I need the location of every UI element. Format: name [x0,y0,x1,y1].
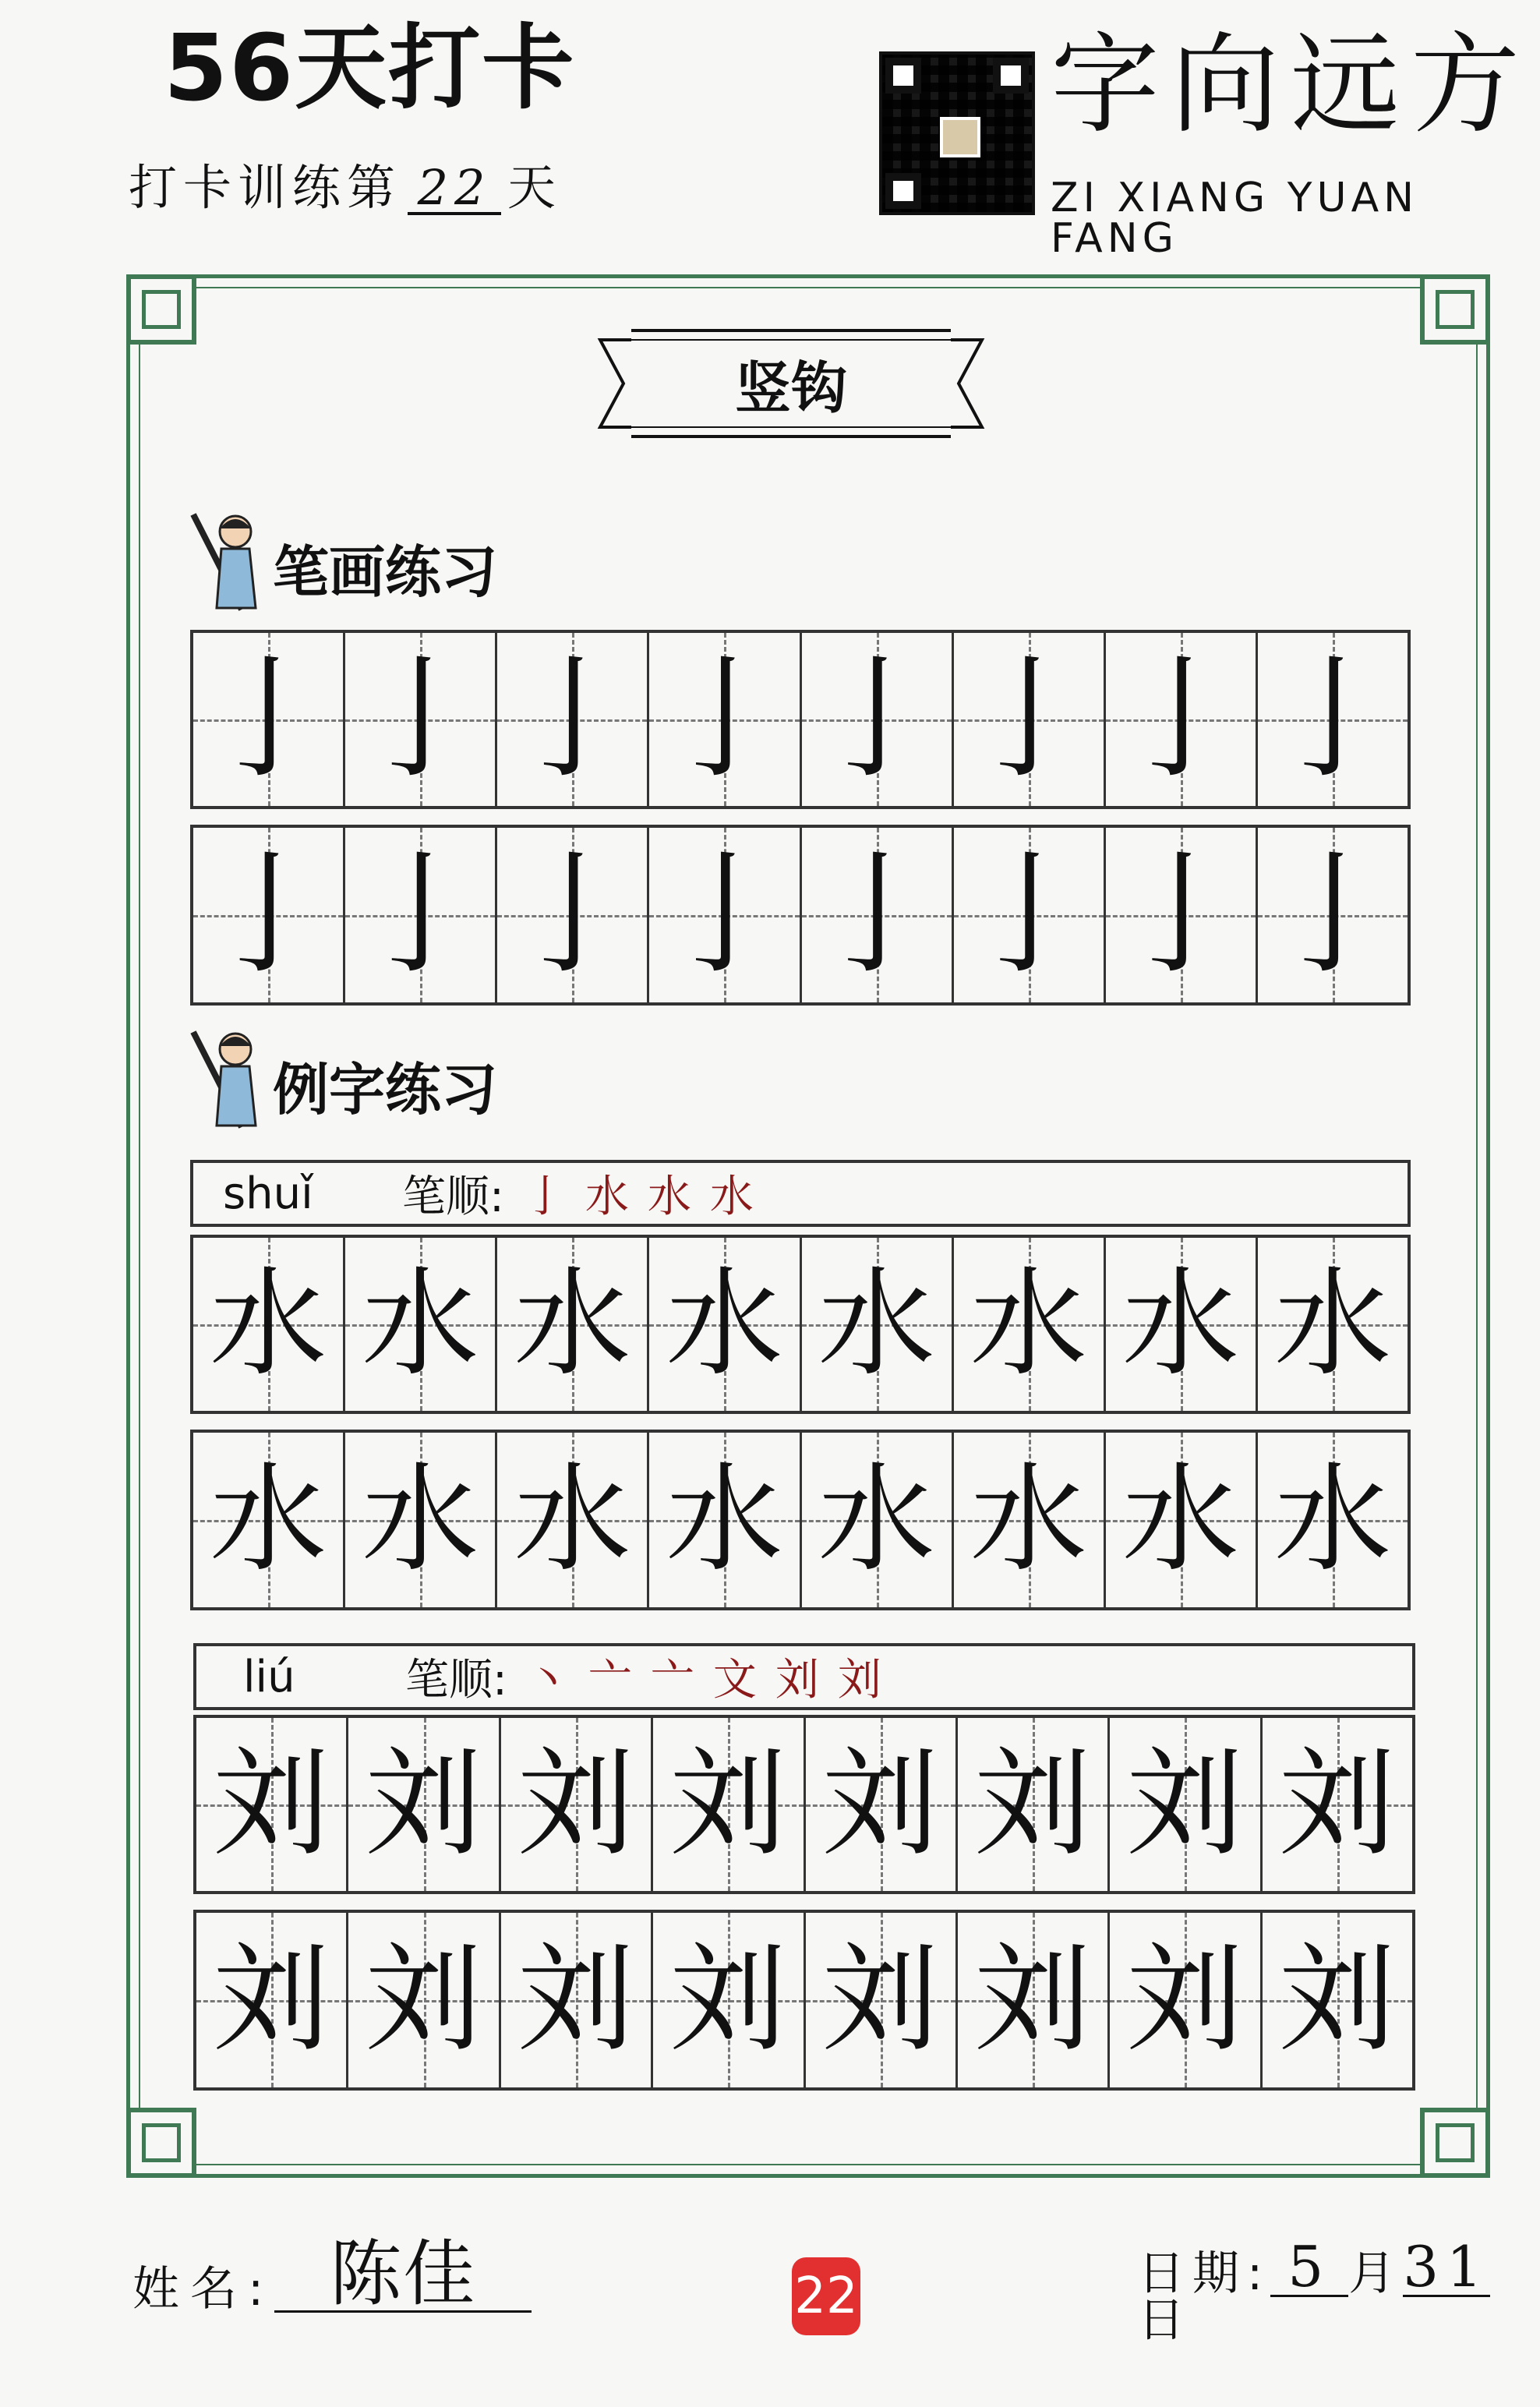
practice-cell [1258,1433,1408,1607]
stroke-glyph: 亅 [810,642,943,797]
day-counter [129,159,563,216]
practice-cell [649,1238,801,1411]
practice-cell [954,1433,1106,1607]
practice-cell [193,1433,345,1607]
practice-cell [954,1238,1106,1411]
practice-glyph: 水 [818,1452,935,1588]
pinyin: shuǐ [223,1168,313,1219]
stroke-order-step: 水 [585,1172,629,1222]
practice-cell [802,1433,954,1607]
practice-cell [193,633,345,806]
practice-cell [345,828,497,1002]
practice-cell [954,633,1106,806]
stroke-glyph: 亅 [506,642,639,797]
stroke-glyph: 亅 [354,838,487,992]
practice-cell [1106,1238,1258,1411]
practice-glyph: 刘 [213,1932,330,2068]
practice-cell [649,1433,801,1607]
practice-cell [954,828,1106,1002]
name-value[interactable]: 陈佳 [274,2239,532,2313]
practice-cell [348,1718,500,1891]
practice-cell [1106,633,1258,806]
practice-cell [958,1718,1110,1891]
practice-glyph: 刘 [517,1737,634,1872]
stroke-glyph: 亅 [658,642,791,797]
practice-glyph: 刘 [669,1932,787,2068]
practice-cell [497,1433,649,1607]
practice-glyph: 水 [514,1257,631,1392]
practice-glyph: 水 [818,1257,935,1392]
practice-cell [345,1433,497,1607]
practice-cell [497,1238,649,1411]
stroke-order-step: 刘 [837,1655,881,1705]
stroke-glyph: 亅 [962,642,1095,797]
practice-glyph: 水 [362,1257,479,1392]
practice-cell [345,1238,497,1411]
practice-glyph: 刘 [821,1737,939,1872]
pinyin: liú [243,1651,295,1702]
frame-corner-ornament [126,274,196,345]
stroke-glyph: 亅 [658,838,791,992]
practice-cell [1263,1718,1412,1891]
month-unit: 月 [1348,2246,1404,2301]
practice-glyph: 刘 [974,1932,1092,2068]
stroke-order-step: 水 [709,1172,754,1222]
date-day[interactable]: 31 [1403,2234,1490,2299]
practice-glyph: 水 [666,1257,783,1392]
practice-row [193,1715,1415,1894]
stroke-practice-grid [190,630,1411,1006]
practice-cell [806,1718,958,1891]
practice-cell [649,828,801,1002]
stroke-order-label: 笔顺: [402,1172,504,1222]
practice-glyph: 水 [970,1452,1087,1588]
practice-glyph: 水 [1273,1452,1391,1588]
practice-cell [1110,1913,1262,2087]
lesson-banner [592,326,990,441]
frame-corner-ornament [1420,2108,1490,2178]
practice-cell [653,1718,805,1891]
practice-glyph: 水 [514,1452,631,1588]
frame-corner-ornament [1420,274,1490,345]
stroke-order-step: 亠 [588,1655,632,1705]
practice-glyph: 刘 [1126,1737,1244,1872]
name-label: 姓名: [132,2262,275,2317]
scholar-brush-icon [187,1026,273,1135]
page-title: 56天打卡 [164,14,576,122]
stroke-practice-title: 笔画练习 [273,539,498,605]
stroke-glyph: 亅 [1114,838,1247,992]
practice-cell [193,828,345,1002]
practice-cell [501,1718,653,1891]
practice-row [190,1235,1411,1414]
practice-glyph: 水 [1121,1257,1239,1392]
practice-glyph: 刘 [365,1932,482,2068]
practice-row [190,1430,1411,1610]
practice-row [190,825,1411,1006]
practice-cell [497,633,649,806]
example-practice-title: 例字练习 [273,1057,498,1122]
qr-code-icon [879,51,1035,215]
day-unit: 日 [1138,2293,1192,2348]
lesson-title: 竖钩 [734,355,847,421]
character-practice-grid [193,1715,1415,2091]
practice-glyph: 水 [1121,1452,1239,1588]
practice-cell [348,1913,500,2087]
practice-cell [1258,828,1408,1002]
practice-cell [802,828,954,1002]
character-info-row [190,1160,1411,1227]
practice-cell [649,633,801,806]
practice-cell [501,1913,653,2087]
stroke-glyph: 亅 [506,838,639,992]
practice-cell [802,1238,954,1411]
practice-cell [806,1913,958,2087]
stroke-glyph: 亅 [962,838,1095,992]
practice-cell [653,1913,805,2087]
stroke-order-step: 亅 [522,1172,567,1222]
practice-cell [802,633,954,806]
practice-cell [1110,1718,1262,1891]
practice-glyph: 刘 [213,1737,330,1872]
practice-cell [1106,828,1258,1002]
date-month[interactable]: 5 [1270,2239,1348,2297]
practice-cell [1258,633,1408,806]
practice-row [190,630,1411,809]
practice-cell [196,1718,348,1891]
page-number-badge: 22 [792,2257,860,2335]
name-field [132,2232,532,2317]
stroke-glyph: 亅 [1266,642,1399,797]
practice-glyph: 刘 [1278,1932,1396,2068]
stroke-glyph: 亅 [1114,642,1247,797]
stroke-glyph: 亅 [202,838,335,992]
practice-cell [193,1238,345,1411]
practice-glyph: 水 [1273,1257,1391,1392]
practice-glyph: 刘 [974,1737,1092,1872]
brand-logo-text: 字向远方 [1051,22,1531,149]
practice-row [193,1910,1415,2091]
practice-glyph: 水 [362,1452,479,1588]
stroke-glyph: 亅 [1266,838,1399,992]
practice-cell [1258,1238,1408,1411]
practice-cell [1106,1433,1258,1607]
practice-glyph: 水 [666,1452,783,1588]
practice-glyph: 刘 [669,1737,787,1872]
practice-glyph: 刘 [517,1932,634,2068]
practice-cell [196,1913,348,2087]
stroke-order-step: 亠 [650,1655,694,1705]
practice-cell [345,633,497,806]
day-counter-prefix: 打卡训练第 [129,159,402,216]
stroke-order-step: 丶 [525,1655,570,1705]
stroke-glyph: 亅 [354,642,487,797]
practice-glyph: 刘 [1278,1737,1396,1872]
practice-cell [958,1913,1110,2087]
stroke-glyph: 亅 [810,838,943,992]
stroke-order-step: 刘 [775,1655,819,1705]
stroke-order-label: 笔顺: [405,1655,507,1705]
scholar-brush-icon [187,508,273,617]
day-counter-suffix: 天 [507,159,563,216]
practice-glyph: 刘 [821,1932,939,2068]
practice-glyph: 水 [970,1257,1087,1392]
date-field [1138,2234,1540,2348]
practice-glyph: 刘 [365,1737,482,1872]
practice-glyph: 刘 [1126,1932,1244,2068]
character-practice-grid [190,1235,1411,1610]
practice-cell [497,828,649,1002]
day-number: 22 [408,164,501,215]
practice-glyph: 水 [210,1257,327,1392]
brand-english: ZI XIANG YUAN FANG [1051,175,1419,262]
frame-corner-ornament [126,2108,196,2178]
practice-cell [1263,1913,1412,2087]
practice-glyph: 水 [210,1452,327,1588]
date-label: 日期: [1138,2246,1271,2301]
stroke-order-step: 水 [647,1172,691,1222]
stroke-glyph: 亅 [202,642,335,797]
character-info-row [193,1643,1415,1710]
stroke-order-step: 文 [712,1655,757,1705]
